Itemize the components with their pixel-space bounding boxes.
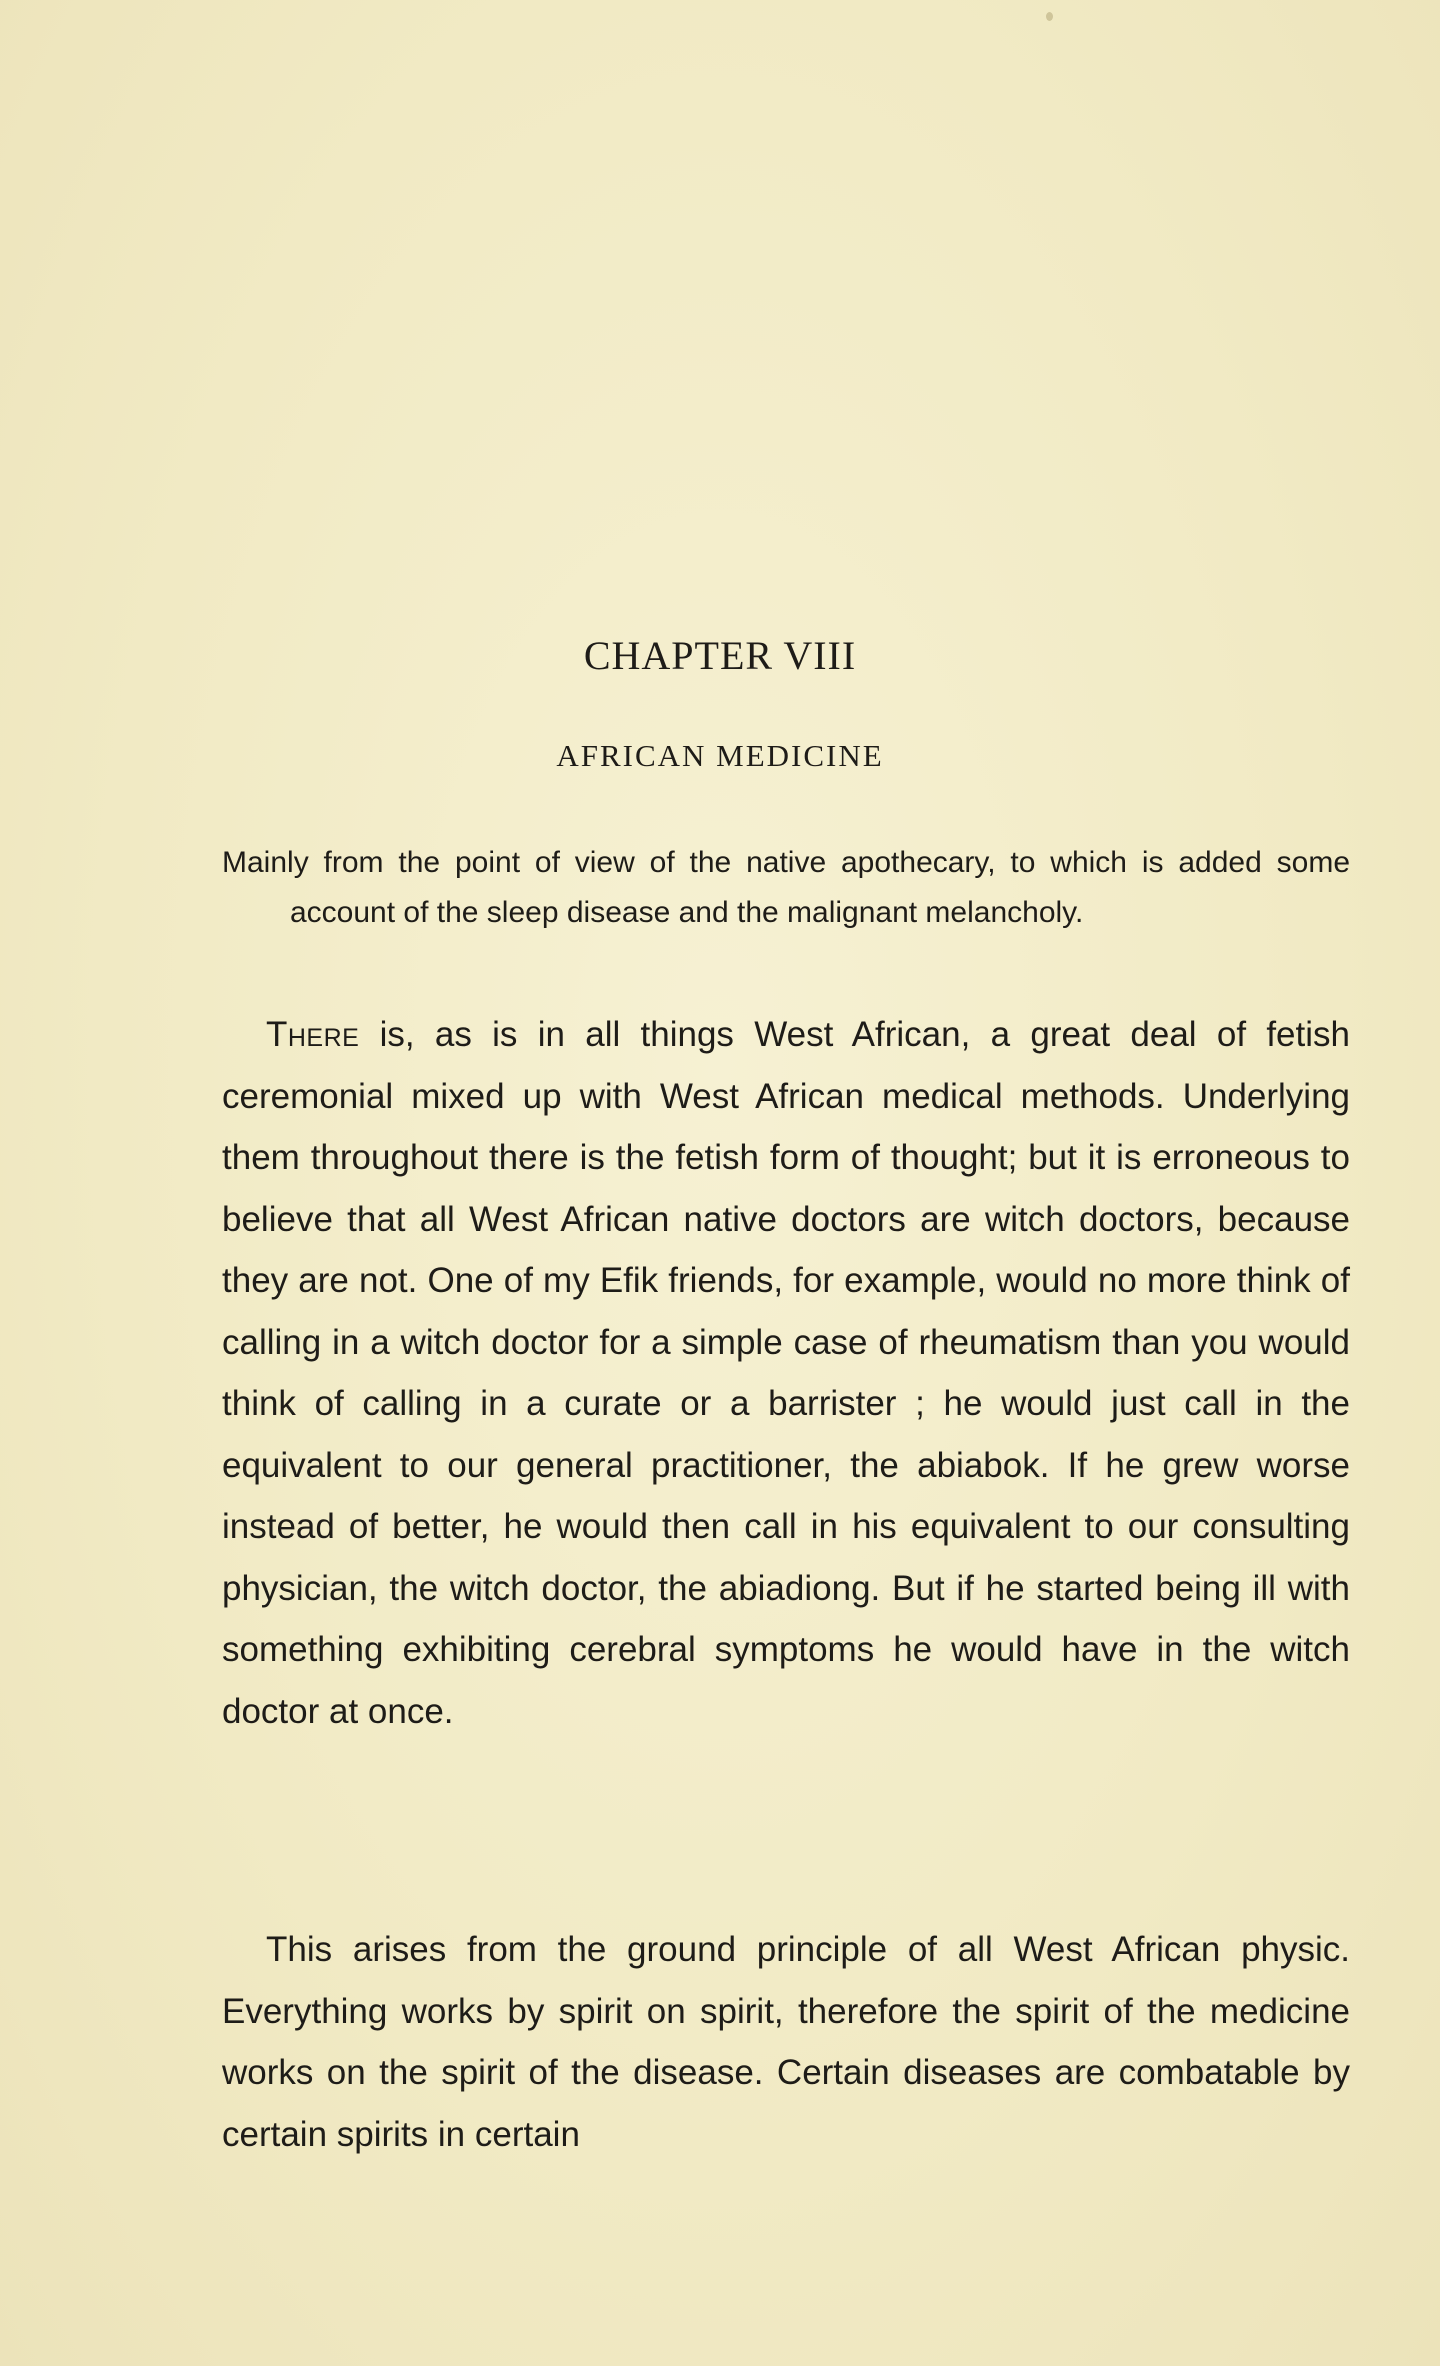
body-paragraph [222, 1004, 1350, 1742]
show-through-texture [215, 120, 1355, 840]
chapter-title: CHAPTER VIII [583, 633, 857, 678]
chapter-synopsis: Mainly from the point of view of the native apothecary, to which is added some account of the sleep disease and the malignant melancholy. [222, 846, 1350, 929]
paragraph-text: is, as is in all things West African, a great deal of fetish ceremonial mixed up with West African medical methods. Underlying them throughout there is the fetish form of thought; but it is erroneous to believe that all West African native doctors are witch doctors, because they are not. One of my Efik friends, for example, would no more think of calling in a witch doctor for a simple case of rheumatism than you would think of calling in a curate or a barrister ; he would just call in the equivalent to our general practitioner, the abiabok. If he grew worse instead of better, he would then call in his equivalent to our consulting physician, the witch doctor, the abiadiong. But if he started being ill with something exhibiting cerebral symptoms he would have in the witch doctor at once. [222, 1015, 1350, 1731]
paragraph-lead-word: There [266, 1015, 360, 1054]
chapter-subtitle: AFRICAN MEDICINE [556, 738, 884, 773]
paper-speck [1046, 12, 1053, 21]
body-paragraph: This arises from the ground principle of all West African physic. Everything works by spirit on spirit, therefore the spirit of the medicine works on the spirit of the disease. Certain diseases are combatable by certain spirits in certain [222, 1930, 1350, 2154]
